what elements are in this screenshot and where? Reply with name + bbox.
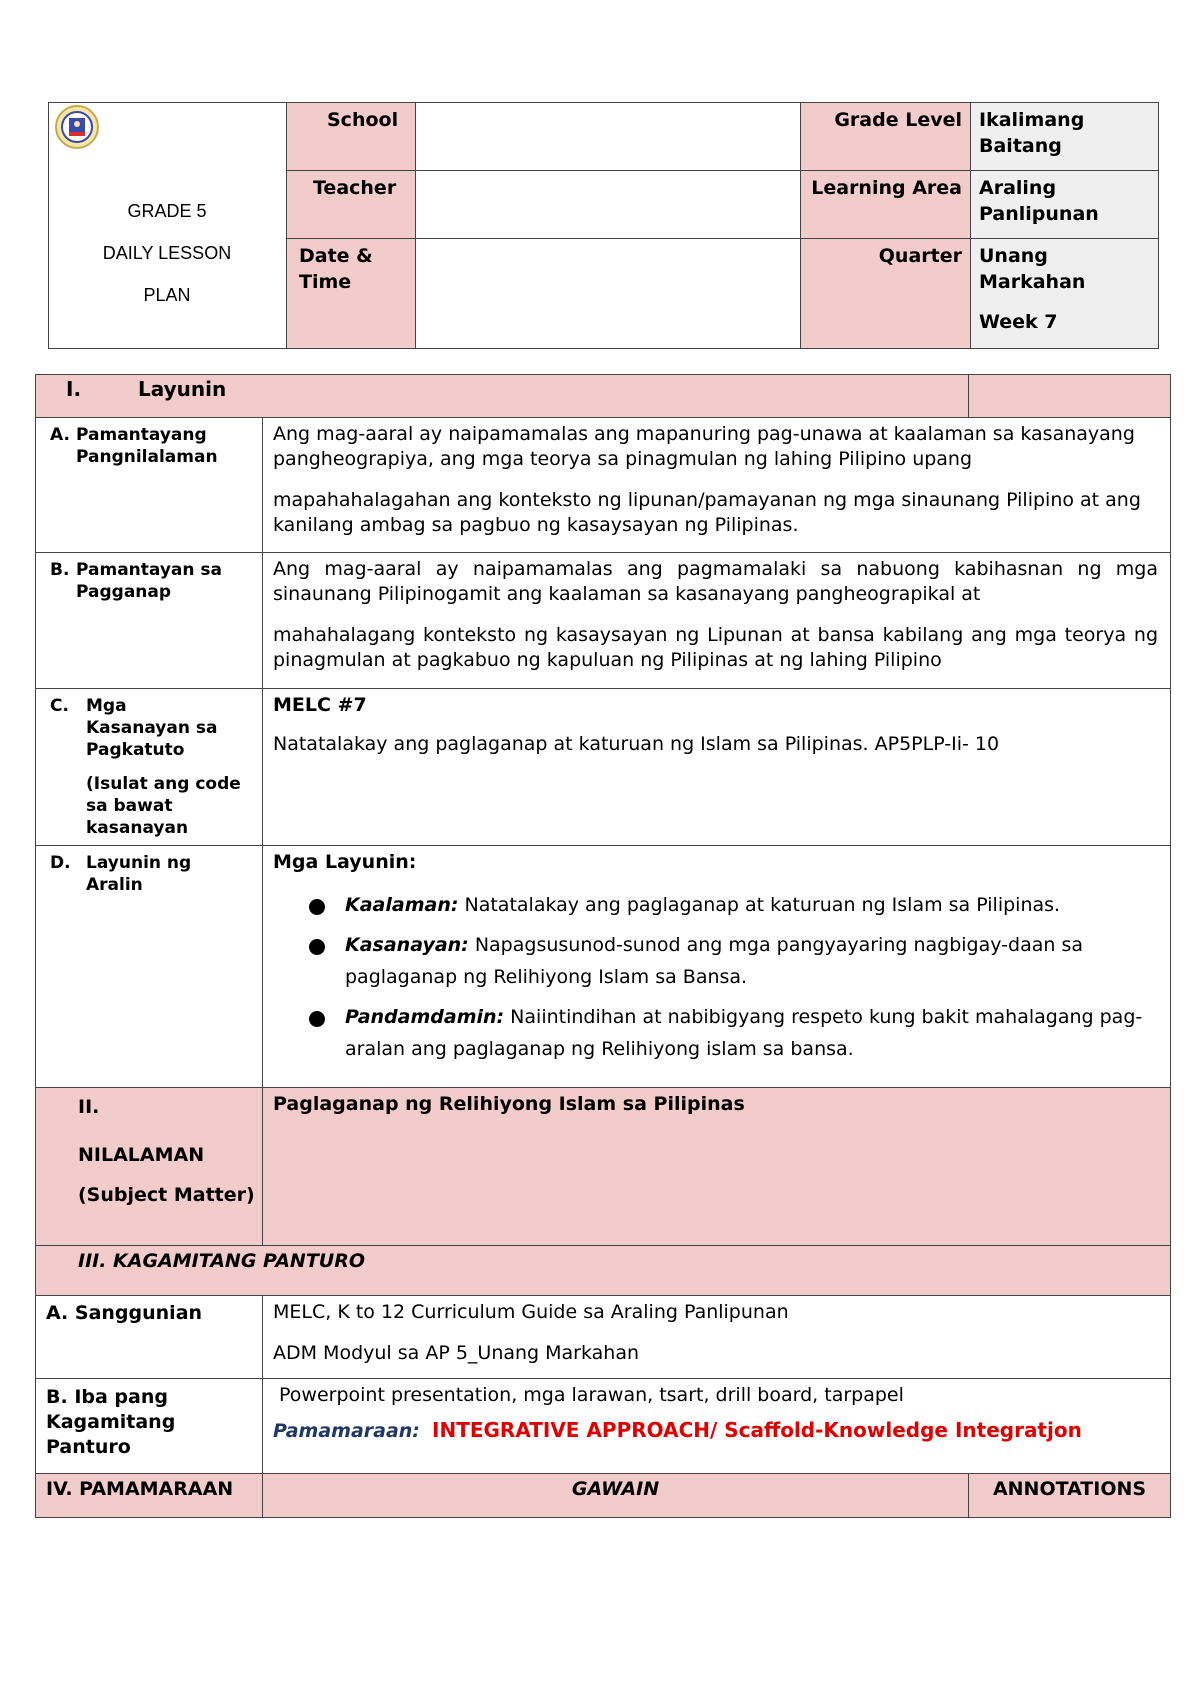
pamamaraan-value: INTEGRATIVE APPROACH/ Scaffold-Knowledge Integratjon	[432, 1418, 1082, 1442]
content-cell-sanggunian	[263, 1296, 1171, 1379]
objectives-heading: Mga Layunin:	[273, 851, 417, 873]
sanggunian-item-2: ADM Modyul sa AP 5_Unang Markahan	[273, 1342, 640, 1364]
date-time-field[interactable]	[416, 239, 801, 349]
iba-label: B. Iba pang Kagamitang Panturo	[36, 1379, 263, 1474]
label-cell-d	[36, 846, 263, 1088]
objective-term: Pandamdamin:	[345, 1006, 505, 1028]
sanggunian-label: A. Sanggunian	[36, 1296, 263, 1379]
nilalaman-value: Paglaganap ng Relihiyong Islam sa Pilipinas	[263, 1088, 1171, 1246]
content-cell-d	[263, 846, 1171, 1088]
melc-competency: Natatalakay ang paglaganap at katuruan ng Islam sa Pilipinas. AP5PLP-Ii- 10	[273, 733, 1000, 755]
nilalaman-title: NILALAMAN	[78, 1144, 205, 1166]
quarter-value: Unang Markahan	[979, 245, 1086, 293]
title-line-plan: PLAN	[143, 285, 191, 305]
lesson-plan-title	[48, 190, 286, 316]
content-cell-iba	[263, 1379, 1171, 1474]
row-iba-pang-kagamitan	[36, 1379, 1171, 1474]
objective-item	[309, 889, 1158, 921]
objective-text: Napagsusunod-sunod ang mga pangyayaring nagbigay-daan sa paglaganap ng Relihiyong Islam sa Bansa.	[345, 934, 1083, 988]
label-b-text: Pamantayan sa Pagganap	[76, 560, 223, 602]
row-nilalaman	[36, 1088, 1171, 1246]
bullet-icon	[309, 899, 325, 915]
objective-item	[309, 1001, 1158, 1065]
row-layunin-ng-aralin	[36, 846, 1171, 1088]
row-pamamaraan-header	[36, 1474, 1171, 1518]
objective-text: Naiintindihan at nabibigyang respeto kung bakit mahalagang pag-aralan ang paglaganap ng Relihiyong islam sa bansa.	[345, 1006, 1143, 1060]
row-kasanayan-sa-pagkatuto	[36, 689, 1171, 846]
teacher-field[interactable]	[416, 171, 801, 239]
label-c-note: (Isulat ang code sa bawat kasanayan	[86, 774, 241, 838]
school-field[interactable]	[416, 103, 801, 171]
objective-term: Kaalaman:	[345, 894, 459, 916]
label-c-letter: C.	[50, 696, 69, 716]
gawain-column-header: GAWAIN	[263, 1474, 969, 1518]
learning-area-label: Learning Area	[801, 171, 971, 239]
iba-value: Powerpoint presentation, mga larawan, tsart, drill board, tarpapel	[279, 1384, 904, 1406]
kagamitang-heading: III. KAGAMITANG PANTURO	[36, 1246, 1171, 1296]
bullet-icon	[309, 939, 325, 955]
learning-area-value: Araling Panlipunan	[971, 171, 1159, 239]
row-pamantayan-sa-pagganap	[36, 553, 1171, 689]
quarter-label: Quarter	[801, 239, 971, 349]
content-b-p1: Ang mag-aaral ay naipamamalas ang pagmamalaki sa nabuong kabihasnan ng mga sinaunang Pilipinogamit ang kaalaman sa kasanayang pangheograpikal at	[273, 558, 1159, 605]
content-cell-c	[263, 689, 1171, 846]
lesson-plan-table	[35, 374, 1171, 1518]
content-cell-a	[263, 418, 1171, 553]
row-kagamitang-panturo	[36, 1246, 1171, 1296]
layunin-number: I.	[66, 377, 82, 401]
pamamaraan-column-label: IV. PAMAMARAAN	[36, 1474, 263, 1518]
nilalaman-number: II.	[78, 1096, 100, 1118]
title-line-daily: DAILY LESSON	[102, 243, 232, 263]
objective-text: Natatalakay ang paglaganap at katuruan ng Islam sa Pilipinas.	[458, 894, 1061, 916]
title-line-grade: GRADE 5	[127, 201, 207, 221]
label-a-text: Pamantayang Pangnilalaman	[76, 425, 218, 467]
date-time-label: Date & Time	[287, 239, 416, 349]
label-d-letter: D.	[50, 853, 71, 873]
content-a-p2: mapahahalagahan ang konteksto ng lipunan/pamayanan ng mga sinaunang Pilipino at ang kanilang ambag sa pagbuo ng kasaysayan ng Pilipinas.	[273, 489, 1141, 536]
label-b-letter: B.	[50, 560, 70, 580]
label-cell-b	[36, 553, 263, 689]
bullet-icon	[309, 1011, 325, 1027]
label-a-letter: A.	[50, 425, 70, 445]
layunin-annotation	[969, 375, 1171, 418]
layunin-heading	[36, 375, 969, 418]
melc-number: MELC #7	[273, 694, 367, 716]
quarter-value-cell	[971, 239, 1159, 349]
week-value: Week 7	[979, 311, 1058, 333]
row-sanggunian	[36, 1296, 1171, 1379]
row-pamantayang-pangnilalaman	[36, 418, 1171, 553]
content-a-p1: Ang mag-aaral ay naipamamalas ang mapanuring pag-unawa at kaalaman sa kasanayang pangheograpiya, ang mga teorya sa pinagmulan ng lahing Pilipino upang	[273, 423, 1135, 470]
sanggunian-item-1: MELC, K to 12 Curriculum Guide sa Araling Panlipunan	[273, 1301, 789, 1323]
label-c-text: Mga Kasanayan sa Pagkatuto	[86, 696, 218, 760]
grade-level-label: Grade Level	[801, 103, 971, 171]
pamamaraan-label: Pamamaraan:	[273, 1420, 420, 1442]
teacher-label: Teacher	[287, 171, 416, 239]
grade-level-value: Ikalimang Baitang	[971, 103, 1159, 171]
objective-item	[309, 929, 1158, 993]
objectives-list	[273, 889, 1158, 1065]
label-cell-a	[36, 418, 263, 553]
label-cell-nilalaman	[36, 1088, 263, 1246]
annotations-column-header: ANNOTATIONS	[969, 1474, 1171, 1518]
label-d-text: Layunin ng Aralin	[86, 853, 192, 895]
content-cell-b	[263, 553, 1171, 689]
layunin-row	[36, 375, 1171, 418]
content-b-p2: mahahalagang konteksto ng kasaysayan ng Lipunan at bansa kabilang ang mga teorya ng pinagmulan at pagkabuo ng kapuluan ng Pilipinas at ng lahing Pilipino	[273, 624, 1159, 671]
objective-term: Kasanayan:	[345, 934, 469, 956]
label-cell-c	[36, 689, 263, 846]
layunin-title: Layunin	[138, 377, 227, 401]
school-label: School	[287, 103, 416, 171]
deped-seal-icon	[54, 104, 100, 150]
nilalaman-subtitle: (Subject Matter)	[78, 1184, 255, 1206]
